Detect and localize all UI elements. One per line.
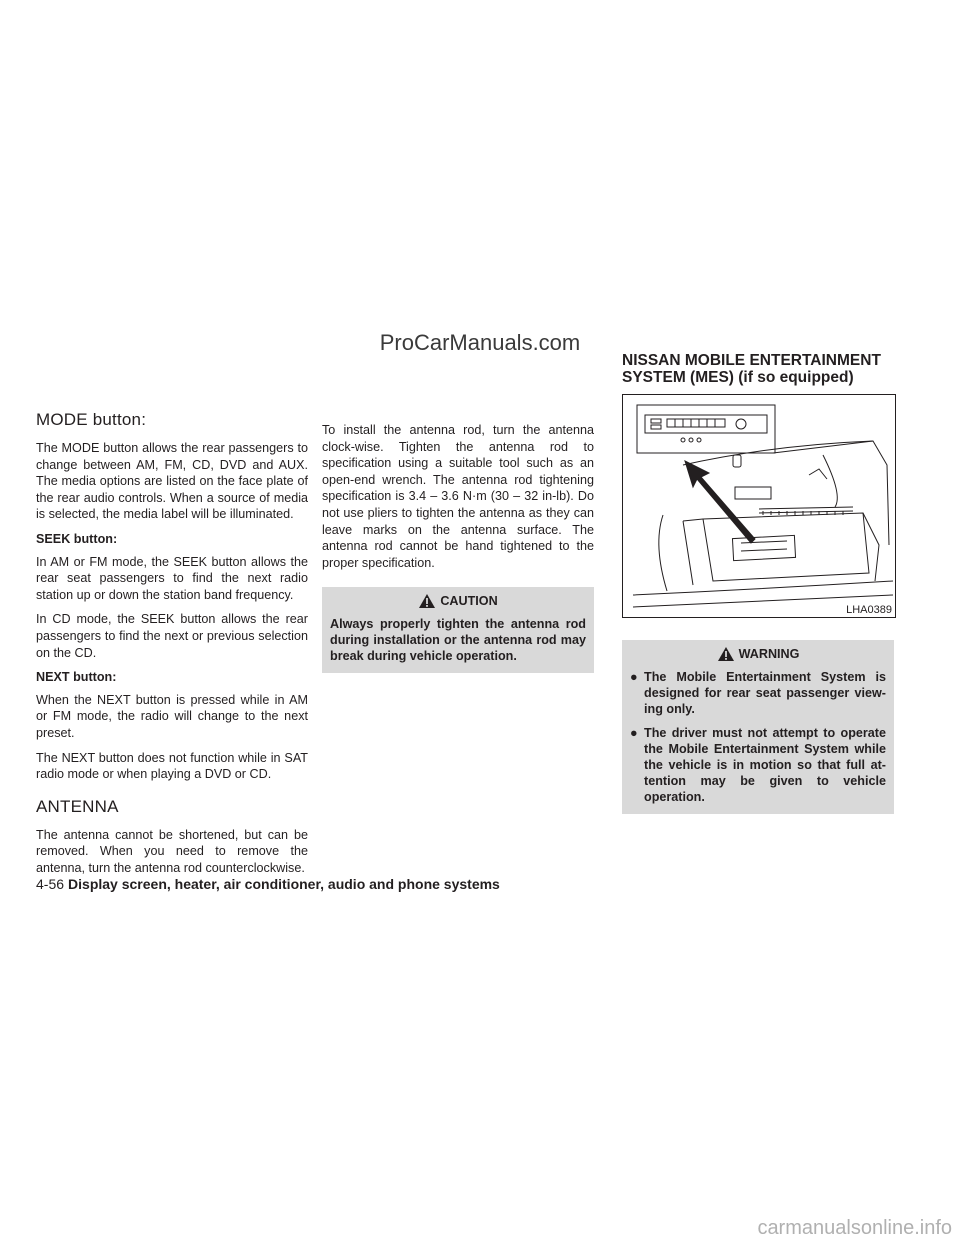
caution-text: Always properly tighten the antenna rod during installation or the antenna rod may break during vehicle operation. bbox=[330, 617, 586, 664]
caution-header bbox=[330, 593, 586, 609]
warning-box bbox=[622, 640, 894, 814]
warning-item-1 bbox=[630, 669, 886, 717]
watermark-top: ProCarManuals.com bbox=[379, 330, 581, 355]
warning-header bbox=[630, 646, 886, 662]
install-paragraph: To install the antenna rod, turn the antenna clock-wise. Tighten the antenna rod to specification using a suitable tool such as an open-end wrench. The antenna rod tightening specification is 3.4 – 3.6 N·m (30 – 32 in-lb). Do not use pliers to tighten the antenna as they can leave marks on the antenna surface. The antenna rod cannot be hand tightened to the proper specification. bbox=[322, 423, 594, 570]
caution-box bbox=[322, 587, 594, 673]
warning-item-text: The Mobile Entertainment System is designed for rear seat passenger view-ing only. bbox=[644, 670, 886, 716]
mode-paragraph: The MODE button allows the rear passengers to change between AM, FM, CD, DVD and AUX. The media options are listed on the face plate of the rear audio controls. When a source of media is selected, the media label will be illuminated. bbox=[36, 441, 308, 522]
bullet-icon: ● bbox=[630, 670, 638, 684]
page-footer bbox=[36, 876, 500, 892]
figure-label: LHA0389 bbox=[846, 604, 892, 616]
column-right bbox=[622, 352, 894, 814]
column-left bbox=[36, 398, 308, 884]
seek-paragraph-1: In AM or FM mode, the SEEK button allows the rear seat passengers to find the next radio station up or down the station band frequency. bbox=[36, 554, 308, 602]
mes-section-title bbox=[622, 352, 894, 386]
caution-title: CAUTION bbox=[440, 594, 498, 609]
mes-illustration bbox=[622, 394, 896, 618]
next-paragraph-1: When the NEXT button is pressed while in AM or FM mode, the radio will change to the next preset. bbox=[36, 692, 308, 740]
antenna-paragraph: The antenna cannot be shortened, but can be removed. When you need to remove the antenna, turn the antenna rod counterclockwise. bbox=[36, 827, 308, 875]
antenna-heading: ANTENNA bbox=[36, 796, 119, 816]
column-middle bbox=[322, 422, 594, 673]
warning-title: WARNING bbox=[738, 647, 800, 661]
mes-title-line1: NISSAN MOBILE ENTERTAINMENT bbox=[622, 352, 881, 369]
page-number: 4-56 bbox=[36, 876, 65, 892]
warning-triangle-icon bbox=[717, 646, 735, 662]
seek-heading: SEEK button: bbox=[36, 531, 118, 546]
bullet-icon: ● bbox=[630, 726, 638, 740]
next-paragraph-2: The NEXT button does not function while in SAT radio mode or when playing a DVD or CD. bbox=[36, 750, 308, 782]
next-heading: NEXT button: bbox=[36, 670, 117, 685]
watermark-bottom: carmanualsonline.info bbox=[757, 1217, 952, 1239]
seek-paragraph-2: In CD mode, the SEEK button allows the rear passengers to find the next or previous selection on the CD. bbox=[36, 612, 308, 660]
mode-heading: MODE button: bbox=[36, 410, 147, 429]
chapter-title: Display screen, heater, air conditioner, audio and phone systems bbox=[68, 876, 500, 892]
console-drawing bbox=[623, 395, 895, 617]
mes-title-line2: SYSTEM (MES) (if so equipped) bbox=[622, 369, 854, 386]
warning-item-2 bbox=[630, 725, 886, 805]
warning-triangle-icon bbox=[418, 593, 436, 609]
warning-item-text: The driver must not attempt to operate the Mobile Entertainment System while the vehicle is in motion so that full at-tention may be given to vehicle operation. bbox=[644, 726, 886, 804]
